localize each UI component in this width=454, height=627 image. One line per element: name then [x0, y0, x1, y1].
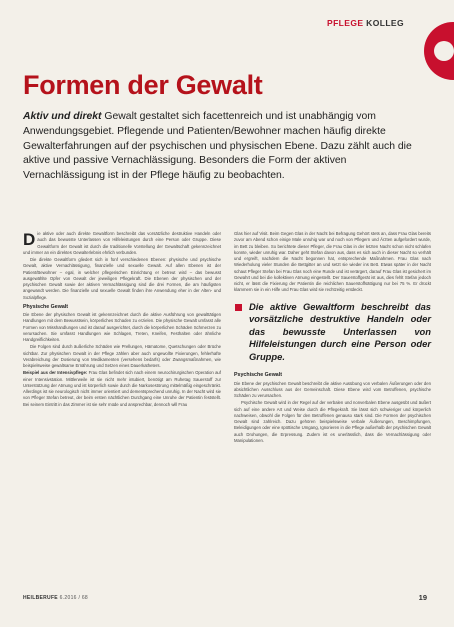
lead-text: Gewalt gestaltet sich facettenreich und ist unabhängig vom Anwendungsgebiet. Pflegende und Patienten/Bewohner machen häufig direkte Gewalterfahrungen auf der psychischen und physischen Ebene. Dazu zählt auch die aktive und passive Vernachlässigung. Besonders die Form der aktiven Vernachlässigung ist in der Pflege häufig zu beobachten. — [23, 111, 412, 182]
subhead-physical-violence: Physische Gewalt — [23, 303, 69, 310]
page-footer — [23, 595, 88, 601]
section-logo-icon — [424, 22, 454, 80]
body-column-left — [23, 231, 221, 409]
pull-quote — [234, 301, 431, 364]
section-label-rest: KOLLEG — [366, 18, 404, 28]
article-title: Formen der Gewalt — [23, 70, 263, 100]
example-text: Frau Glas befindet sich nach einem neurochirurgischen Operation auf einer Intensivstation. Mittlerweile ist sie nicht mehr intubiert, benötigt am Ruhetag Sauerstoff zur Unterstützung der Atmung und ist körperlich sowie durch die Narkosestörung mittelmäßig eingeschränkt. Allerdings ist sie neurologisch nicht immer orientiert und dementsprechend unruhig. In der Nacht wird sie von Pfleger Stefan betreut, der beim ersten nächtlichen Durchgang eine Unruhe der Patientin feststellt. Bei seinem Eintritt in das Zimmer ist sie sehr müde und ansprechbar, dennoch will Frau — [23, 370, 221, 407]
section-label — [327, 18, 404, 28]
page-number: 19 — [418, 593, 427, 602]
pull-quote-text: Die aktive Gewaltform beschreibt das vorsätzliche destruktive Handeln oder das bewusste Unterlassen von Hilfeleistungen durch eine Person oder Gruppe. — [249, 300, 431, 362]
article-lead — [23, 110, 428, 184]
body-column-right — [234, 231, 431, 445]
example-label: Beispiel aus der Intensivpflege: — [23, 370, 88, 376]
intro-paragraph — [23, 231, 221, 256]
section-label-accent: PFLEGE — [327, 18, 364, 28]
body-paragraph: Die Folgen sind durch äußerliche Schäden wie Prellungen, Hämatome, Quetschungen oder Brüche sichtbar. Zur physischen Gewalt in der Pflege zählen aber auch ungewollte Fixierungen, fehlerhafte Verabreichung der Dosierung von Medikamenten (versehens bedarfs) oder Zwangsmaßnahmen, wie beispielsweise gewaltsame Ernährung und Setzen eines Dauerkatheters. — [23, 344, 221, 368]
issue-number: 6.2016 / 68 — [59, 595, 88, 601]
lead-keyword: Aktiv und direkt — [23, 111, 102, 122]
body-paragraph: Glas hier auf Visit. Beim Gegen Glas in der Nacht bei Befragung Gehört stets an, dass Frau Glas bereits zuvor am Abend schon einige Male unruhig war und noch von Pflegern und Ärzten aufgefordert wurde, im Bett zu bleiben. So berichtete dieser Pfleger, die Frau Glas in der letzten Nacht schon nicht schlafen konnte, wieder unruhig war. Daher geht Stefan davon aus, dass es sich auch in dieser Nacht so verhält und ergreift, nachdem die Nacht begonnen hat, entsprechende Maßnahmen. Frau Glas nach Wiederholung vieler Stunden die Bettgitter an und setzt sie wieder ins Bett. Etwas später in der Nacht schaut Pfleger Stefan bei Frau Glas noch eine Runde und ist verärgert, darauf Frau Glas ist gesichert im Gewahrt und bei die kollektiven Atmung eingestellt. Der Sauerstoffgerät ist aus, dies fehlt Stefan jedoch nicht, er lässt die Fixierung der Patientin die reichlichen Sauerstoffsättigung nur bei 75 %. Er drückt klammern sie in ein Hilfe und Frau Glas wird sie rechtzeitig entdeckt. — [234, 231, 431, 293]
body-paragraph: Die direkte Gewaltform gliedert sich in fünf verschiedenen Ebenen: physische und psychische Gewalt, aktive Vernachlässigung, finanzielle und sexuelle Gewalt. Auf allen Ebenen ist der Patient/Bewohner – egal, in welcher pflegerischen Einrichtung er betreut wird – das bewusst ausgewählte Opfer von Gewalt der jeweiligen Pflegekraft. Die Ebenen der physischen und der psychischen Gewalt sowie der aktiven Vernachlässigung sind die drei Formen, die am häufigsten angewandt werden. Die finanzielle und sexuelle Gewalt finden ihre Anwendung eher in der Alten- und Sozialpflege. — [23, 257, 221, 300]
magazine-name: HEILBERUFE — [23, 595, 58, 601]
example-paragraph — [23, 370, 221, 408]
subhead-psychological-violence: Psychische Gewalt — [234, 372, 282, 379]
body-paragraph: Psychische Gewalt wird in der Regel auf der verbalen und nonverbalen Ebene ausgeübt und äußert sich auf eine andere Art und Weise durch die Pflegekraft. Sie lässt sich schwieriger und körperlich nachweisen, obwohl die Folgen für den Betroffenen genauso stark sind. Die Formen der psychischen Gewalt sind zahlreich. Dazu gehören beispielsweise verbale Äußerungen, Beschimpfungen, Beleidigungen oder eine spöttische Umgang, Ignorieren in die Pflege außerhalb der psychischen Gewalt auch Drohungen, die Erpressung. Zudem ist es unerlässlich, dass die Vernachlässigung oder Manipulationen. — [234, 400, 431, 443]
square-bullet-icon — [235, 304, 242, 311]
body-paragraph: Die Ebene der physischen Gewalt ist gekennzeichnet durch die aktive Ausführung von gewalttätigen Handlungen mit dem Bewusstsein, körperliches Schaden zu erzielen. Die physische Gewalt umfasst alle Formen von Misshandlungen und ist darauf ausgerichtet, durch die körperlichen Schäden Schmerzen zu verursachen. Sie umfasst Handlungen wie Schlagen, Treten, Kneifen, Festhalten oder ähnliche Handgreiflichkeiten. — [23, 312, 221, 342]
intro-text: ie aktive oder auch direkte Gewaltform beschreibt das vorsätzliche destruktive Handeln oder auch das bewusste Unterlassen von Hilfeleistungen durch eine Person oder Gruppe. Diese Gewaltform der Gewalt ist durch die traditionelle Vorstellung der Gewaltschaft gekennzeichnet und immer an ein direktes Gewalterlebnis ehrlich verbunden. — [23, 231, 221, 255]
body-paragraph: Die Ebene der psychischen Gewalt beschreibt die aktive Ausübung von verbalen Äußerungen oder den absichtlichen Ausschluss aus der Gemeinschaft. Diese Ebene wird vom Betroffenen, psychische Schäden zu verursachen. — [234, 380, 431, 399]
dropcap: D — [23, 230, 36, 249]
